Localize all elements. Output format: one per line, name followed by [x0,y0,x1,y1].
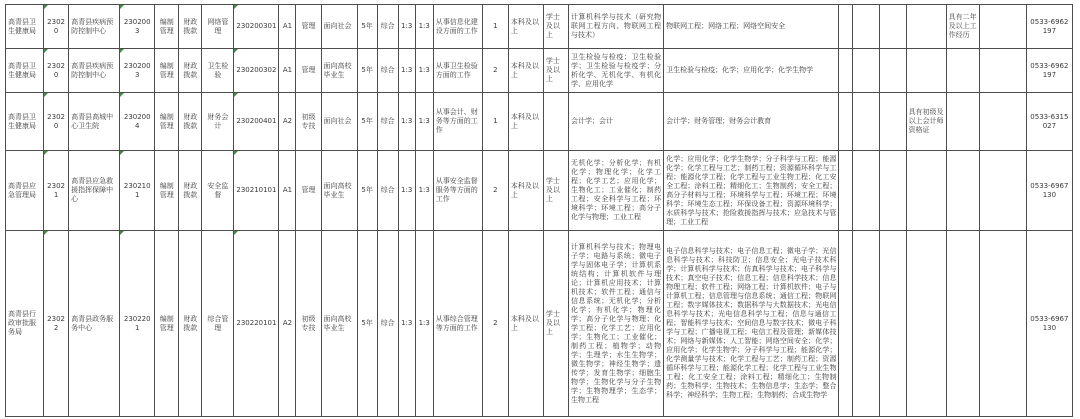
cell-unit-code [120,151,155,231]
cell-text: A2 [282,319,293,327]
green-corner-marker-icon [234,5,238,9]
cell-text: 高青县应急管理局 [8,181,36,199]
cell-qualification-condition [906,151,946,231]
cell-experience-condition [946,151,979,231]
green-corner-marker-icon [234,49,238,53]
table-body [6,5,1073,417]
green-corner-marker-icon [44,49,48,53]
cell-extra-condition-2 [853,151,879,231]
cell-majors-list-2 [664,93,839,151]
cell-text: 管理 [301,186,316,194]
cell-text: 从事安全监督服务等方面的工作 [435,177,478,203]
cell-text: 1:3 [401,319,413,327]
cell-recruit-count [482,151,508,231]
cell-text: 面向高校毕业生 [323,181,352,199]
table-row [6,231,1073,417]
cell-text: 本科及以上 [510,61,539,79]
cell-funding-source [179,49,202,93]
cell-education-requirement [508,151,543,231]
cell-text: 5年 [361,66,373,74]
cell-competent-department [6,93,44,151]
green-corner-marker-icon [120,49,124,53]
cell-text: 初级专技 [301,314,316,332]
cell-experience-condition [946,5,979,49]
cell-post-code [234,93,279,151]
cell-majors-list-2 [664,151,839,231]
cell-funding-source [179,5,202,49]
cell-recruit-count [482,93,508,151]
cell-text: 财政拨款 [183,181,198,199]
cell-text: 高青县高城中心卫生院 [71,112,114,130]
cell-text: 1:3 [418,186,430,194]
cell-post-name [202,93,234,151]
cell-post-name [202,231,234,417]
cell-text: 从事综合管理等方面的工作 [435,314,478,332]
cell-exam-type [377,231,398,417]
cell-text: 230200401 [236,117,277,125]
cell-majors-list-1 [568,151,663,231]
green-corner-marker-icon [44,5,48,9]
cell-establishment-type [155,5,179,49]
cell-text: 从事信息化建设方面的工作 [435,17,478,35]
cell-post-code [234,231,279,417]
table-row [6,5,1073,49]
cell-qualification-condition [906,93,946,151]
cell-text: 面向社会 [323,22,352,30]
cell-text: 编制管理 [159,17,174,35]
cell-post-grade [279,151,296,231]
cell-recruit-count [482,49,508,93]
cell-contact-phone [1026,49,1072,93]
green-corner-marker-icon [234,231,238,235]
cell-extra-condition-2 [853,93,879,151]
cell-text: 1:3 [418,66,430,74]
cell-text: 1 [493,22,498,30]
cell-majors-list-1 [568,49,663,93]
cell-degree-requirement [543,5,568,49]
cell-text: 学士及以上 [545,57,560,83]
cell-majors-list-1 [568,93,663,151]
cell-text: 计算机科学与技术；物理电子学；电路与系统；微电子学与固体电子学；计算机系统结构；计算机软件与理论；计算机应用技术；计算机技术；软件工程；通信与信息系统；无机化学；分析化学；有机化学；物理化学；高分子化学与物理；化学工程；化学工艺；应用化学；生物化工；工业催化；制药工程；植物学；动物学；生理学；水生生物学；微生物学；神经生物学；遗传学；发育生物学；细胞生物学；生物化学与分子生物学；生物物理学；生态学；生物工程 [570,242,662,404]
cell-text: 1:3 [418,22,430,30]
cell-text: 23020 [47,17,65,35]
cell-text: 学士及以上 [545,13,560,39]
cell-majors-list-2 [664,49,839,93]
cell-unit-code [120,93,155,151]
cell-text: 1:3 [418,117,430,125]
cell-min-service-years [357,93,377,151]
cell-text: 编制管理 [159,314,174,332]
cell-department-code [44,93,69,151]
cell-text: 本科及以上 [510,314,539,332]
cell-unit-code [120,5,155,49]
cell-text: 本科及以上 [510,112,539,130]
cell-extra-condition-3 [879,5,906,49]
green-corner-marker-icon [234,151,238,155]
cell-text: 2 [493,66,498,74]
green-corner-marker-icon [44,93,48,97]
cell-extra-condition-3 [879,93,906,151]
green-corner-marker-icon [120,151,124,155]
cell-text: 计算机科学与技术（研究物联网工程方向、物联网工程与技术） [570,13,662,39]
cell-text: 0533-6967130 [1030,314,1069,332]
green-corner-marker-icon [44,151,48,155]
cell-text: 高青县行政审批服务局 [8,310,36,336]
cell-text: 财政拨款 [183,61,198,79]
cell-extra-condition-4 [979,93,1026,151]
cell-post-grade [279,231,296,417]
green-corner-marker-icon [44,231,48,235]
cell-majors-list-2 [664,5,839,49]
cell-min-service-years [357,231,377,417]
cell-text: 230210101 [236,186,277,194]
cell-job-description [433,93,482,151]
cell-text: A1 [282,22,293,30]
green-corner-marker-icon [234,93,238,97]
cell-exam-type [377,5,398,49]
cell-degree-requirement [543,93,568,151]
cell-text: 会计学；会计 [570,117,613,125]
cell-text: 初级专技 [301,112,316,130]
cell-text: 5年 [361,22,373,30]
cell-text: 高青县卫生健康局 [8,17,36,35]
cell-contact-phone [1026,231,1072,417]
cell-extra-condition-1 [839,231,853,417]
cell-text: 1:3 [401,66,413,74]
cell-text: 高青县卫生健康局 [8,112,36,130]
cell-education-requirement [508,5,543,49]
cell-recruiting-unit [69,49,120,93]
cell-text: 高青县疾病预防控制中心 [71,17,114,35]
cell-post-category [296,231,321,417]
cell-post-code [234,151,279,231]
cell-post-name [202,5,234,49]
cell-extra-condition-1 [839,93,853,151]
cell-exam-type [377,151,398,231]
cell-post-name [202,151,234,231]
recruitment-table [5,4,1073,417]
cell-text: A1 [282,186,293,194]
cell-post-category [296,93,321,151]
cell-department-code [44,5,69,49]
cell-post-category [296,151,321,231]
cell-text: 化学；应用化学；化学生物学；分子科学与工程；能源化学；化学工程与工艺；制药工程；资源循环科学与工程；能源化学工程；化学工程与工业生物工程；化工安全工程；涂料工程；精细化工；生物制药；安全工程；高分子材料与工程；环境科学与工程；环境工程；环境科学；环境生态工程；环保设备工程；资源环境科学；水质科学与技术；抢险救援指挥与技术；应急技术与管理；工业工程 [666,154,837,226]
cell-text: 0533-6962197 [1030,61,1069,79]
cell-text: 2 [493,186,498,194]
cell-establishment-type [155,93,179,151]
cell-department-code [44,231,69,417]
cell-experience-condition [946,231,979,417]
cell-experience-condition [946,49,979,93]
cell-text: 2302003 [123,61,151,79]
cell-majors-list-1 [568,5,663,49]
cell-text: 会计学；财务管理；财务会计教育 [666,117,772,125]
table-row [6,93,1073,151]
cell-open-exam-ratio [398,5,415,49]
cell-text: 编制管理 [159,181,174,199]
cell-text: 0533-6315027 [1030,112,1069,130]
cell-text: A1 [282,66,293,74]
cell-text: 1 [493,117,498,125]
cell-post-category [296,5,321,49]
cell-extra-condition-4 [979,231,1026,417]
cell-recruit-scope [321,151,357,231]
cell-text: 230200301 [236,22,277,30]
cell-text: 2302003 [123,17,151,35]
cell-funding-source [179,231,202,417]
cell-text: 5年 [361,186,373,194]
cell-text: 安全监督 [207,181,229,199]
cell-recruiting-unit [69,151,120,231]
cell-text: 管理 [301,66,316,74]
cell-department-code [44,49,69,93]
cell-min-service-years [357,5,377,49]
cell-recruit-count [482,5,508,49]
cell-text: 从事会计、财务等方面的工作 [435,108,478,134]
cell-extra-condition-3 [879,49,906,93]
cell-text: 230200302 [236,66,277,74]
cell-text: 2302004 [123,112,151,130]
cell-job-description [433,49,482,93]
cell-text: 财政拨款 [183,17,198,35]
cell-post-grade [279,5,296,49]
cell-text: 物联网工程；网络工程；网络空间安全 [666,22,786,30]
cell-open-exam-ratio [398,231,415,417]
cell-extra-condition-2 [853,5,879,49]
cell-text: 综合管理 [207,314,229,332]
cell-interview-ratio [415,231,433,417]
cell-education-requirement [508,231,543,417]
cell-min-service-years [357,151,377,231]
cell-text: 综合 [380,66,395,74]
cell-recruiting-unit [69,5,120,49]
cell-qualification-condition [906,49,946,93]
cell-text: 综合 [380,186,395,194]
cell-text: 230220101 [236,319,277,327]
cell-job-description [433,151,482,231]
cell-education-requirement [508,93,543,151]
cell-competent-department [6,231,44,417]
cell-text: 编制管理 [159,112,174,130]
cell-extra-condition-1 [839,5,853,49]
cell-funding-source [179,93,202,151]
cell-majors-list-1 [568,231,663,417]
cell-text: 23022 [47,314,65,332]
cell-post-grade [279,49,296,93]
cell-text: 面向高校毕业生 [323,314,352,332]
cell-degree-requirement [543,49,568,93]
cell-establishment-type [155,49,179,93]
cell-extra-condition-2 [853,49,879,93]
cell-degree-requirement [543,151,568,231]
cell-text: 23020 [47,112,65,130]
cell-text: 财政拨款 [183,314,198,332]
cell-extra-condition-1 [839,151,853,231]
cell-competent-department [6,151,44,231]
cell-competent-department [6,49,44,93]
cell-recruit-scope [321,93,357,151]
cell-text: 无机化学；分析化学；有机化学；物理化学；化学工程；化学工艺；应用化学；生物化工；工业催化；制药工程；安全科学与工程；环境科学；环境工程；高分子化学与物理；工业工程 [570,159,662,221]
cell-post-grade [279,93,296,151]
cell-extra-condition-4 [979,49,1026,93]
cell-establishment-type [155,151,179,231]
cell-job-description [433,231,482,417]
cell-extra-condition-2 [853,231,879,417]
cell-text: 本科及以上 [510,181,539,199]
green-corner-marker-icon [120,5,124,9]
cell-interview-ratio [415,5,433,49]
cell-min-service-years [357,49,377,93]
cell-text: 2302201 [123,314,151,332]
cell-establishment-type [155,231,179,417]
cell-text: 0533-6967130 [1030,181,1069,199]
cell-text: 综合 [380,319,395,327]
cell-text: 综合 [380,22,395,30]
cell-recruit-count [482,231,508,417]
cell-text: 23021 [47,181,65,199]
cell-exam-type [377,93,398,151]
cell-post-code [234,49,279,93]
cell-extra-condition-4 [979,5,1026,49]
cell-exam-type [377,49,398,93]
cell-contact-phone [1026,93,1072,151]
cell-contact-phone [1026,151,1072,231]
cell-text: 高青县疾病预防控制中心 [71,61,114,79]
cell-text: 卫生检验与检疫；化学；应用化学；化学生物学 [666,66,814,74]
cell-text: 财政拨款 [183,112,198,130]
cell-text: 学士及以上 [545,310,560,336]
cell-text: 卫生检验与检疫；卫生检验学；卫生检验与检疫学；分析化学、无机化学、有机化学、应用化学 [570,52,662,88]
cell-interview-ratio [415,93,433,151]
cell-recruit-scope [321,5,357,49]
cell-qualification-condition [906,231,946,417]
cell-text: 23020 [47,61,65,79]
cell-interview-ratio [415,49,433,93]
cell-recruit-scope [321,49,357,93]
green-corner-marker-icon [120,93,124,97]
cell-text: 面向社会 [323,117,352,125]
cell-text: 编制管理 [159,61,174,79]
cell-extra-condition-3 [879,151,906,231]
cell-text: 面向高校毕业生 [323,61,352,79]
cell-recruiting-unit [69,231,120,417]
cell-recruit-scope [321,231,357,417]
cell-text: 管理 [301,22,316,30]
cell-text: 2302101 [123,181,151,199]
cell-text: 电子信息科学与技术；电子信息工程；微电子学；光信息科学与技术；科技防卫；信息安全；光电子技术科学；计算机科学与技术；仿真科学与技术；电子科学与技术；真空电子技术；信息工程；信息科学技术；信息物理工程；软件工程；网络工程；计算机软件；电子与计算机工程；信息管理与信息系统；通信工程；物联网工程；数字媒体技术；数据科学与大数据技术；光电信息科学与技术；光电信息科学与工程；信息与通信工程；智能科学与技术；空间信息与数字技术；微电子科学与工程；广播电视工程；电信工程及管理；新媒体技术；网络与新媒体；人工智能；网络空间安全；化学；应用化学；化学生物学；分子科学与工程；能源化学；化学测量学与技术；化学工程与工艺；制药工程；资源循环科学与工程；能源化学工程；化学工程与工业生物工程；化工安全工程；涂料工程；精细化工；生物制药；生物科学；生物技术；生物信息学；生态学；整合科学；神经科学；生物工程；生物制药；合成生物学 [666,247,837,399]
cell-unit-code [120,49,155,93]
cell-unit-code [120,231,155,417]
cell-text: 具有初级及以上会计师资格证 [908,108,944,134]
cell-degree-requirement [543,231,568,417]
cell-extra-condition-1 [839,49,853,93]
cell-text: 1:3 [418,319,430,327]
cell-funding-source [179,151,202,231]
cell-text: 具有二年及以上工作经历 [948,13,977,39]
cell-text: 网络管理 [207,17,229,35]
cell-job-description [433,5,482,49]
cell-text: 高青县卫生健康局 [8,61,36,79]
cell-post-code [234,5,279,49]
cell-text: 2 [493,319,498,327]
green-corner-marker-icon [120,231,124,235]
cell-text: 本科及以上 [510,17,539,35]
cell-experience-condition [946,93,979,151]
cell-competent-department [6,5,44,49]
cell-post-name [202,49,234,93]
cell-majors-list-2 [664,231,839,417]
cell-text: 卫生检验 [207,61,229,79]
cell-text: 综合 [380,117,395,125]
cell-text: 从事卫生检验方面的工作 [435,61,478,79]
cell-open-exam-ratio [398,49,415,93]
cell-post-category [296,49,321,93]
cell-text: 1:3 [401,117,413,125]
cell-recruiting-unit [69,93,120,151]
cell-text: 5年 [361,117,373,125]
cell-extra-condition-3 [879,231,906,417]
cell-education-requirement [508,49,543,93]
cell-contact-phone [1026,5,1072,49]
cell-text: 学士及以上 [545,177,560,203]
cell-text: 5年 [361,319,373,327]
cell-qualification-condition [906,5,946,49]
cell-text: 1:3 [401,186,413,194]
cell-open-exam-ratio [398,93,415,151]
cell-text: 0533-6962197 [1030,17,1069,35]
cell-text: 高青县应急救援指挥保障中心 [71,177,114,203]
cell-extra-condition-4 [979,151,1026,231]
cell-text: 1:3 [401,22,413,30]
cell-interview-ratio [415,151,433,231]
cell-department-code [44,151,69,231]
cell-text: 财务会计 [207,112,229,130]
cell-text: A2 [282,117,293,125]
table-row [6,49,1073,93]
cell-open-exam-ratio [398,151,415,231]
table-row [6,151,1073,231]
cell-text: 高青县政务服务中心 [71,314,114,332]
